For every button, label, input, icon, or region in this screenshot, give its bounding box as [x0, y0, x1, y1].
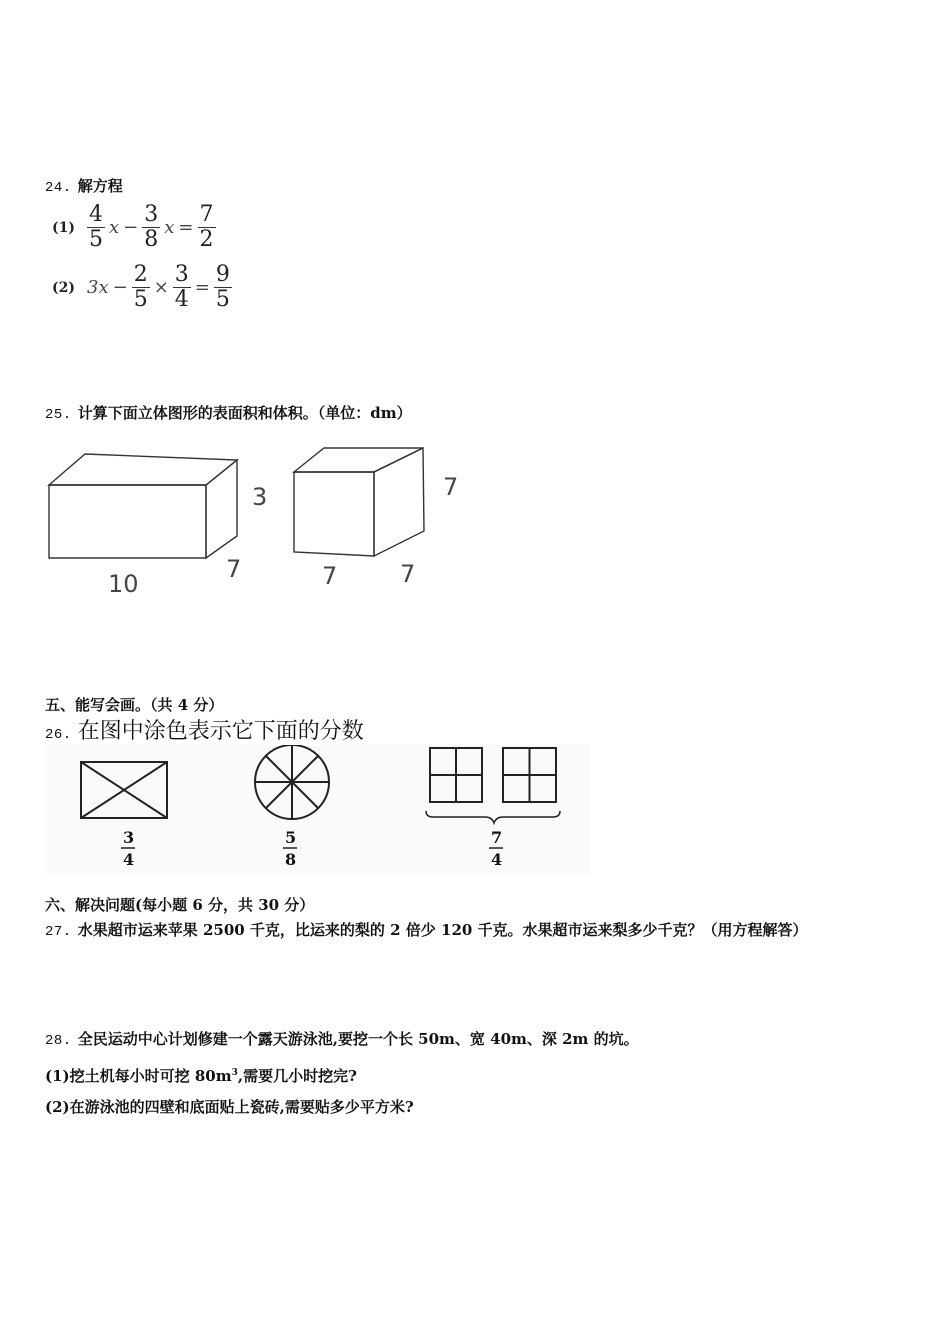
fraction-1-denominator: 4 [123, 850, 135, 869]
eq1-var-1: x [109, 217, 120, 238]
eq1-tag: (1) [52, 219, 75, 236]
eq2-frac-b: $\frac{3}{4}$ [174, 262, 189, 312]
cube-side-label: 7 [400, 560, 416, 588]
q24-title: 解方程 [77, 177, 123, 195]
eq1-equals: = [178, 217, 194, 238]
cuboid-length-label: 10 [108, 570, 139, 598]
q25-heading [45, 403, 412, 425]
q28-text: 全民运动中心计划修建一个露天游泳池,要挖一个长 50m、宽 40m、深 2m 的坑。 [77, 1030, 639, 1048]
eq1-minus: − [123, 217, 139, 238]
eq2-tag: (2) [52, 279, 75, 296]
eq2-equals: = [194, 277, 210, 298]
eq2-frac-c: $\frac{9}{5}$ [215, 262, 230, 312]
q24-equation-2 [52, 264, 232, 311]
eq1-frac-b: $\frac{3}{8}$ [144, 202, 159, 252]
q28-sub2: (2)在游泳池的四壁和底面贴上瓷砖,需要贴多少平方米? [45, 1098, 414, 1116]
eq2-minus: − [112, 277, 128, 298]
q26-number: 26. [45, 727, 72, 743]
q28-sub1-text-a: (1)挖土机每小时可挖 80m [45, 1067, 232, 1085]
circle-eighths-shape [255, 745, 329, 819]
cuboid-figure [49, 454, 237, 558]
q27-heading [45, 920, 808, 942]
cube-height-label: 7 [443, 473, 459, 501]
cube-front-label: 7 [322, 562, 338, 590]
cuboid-width-label: 7 [226, 555, 242, 583]
q26-text: 在图中涂色表示它下面的分数 [77, 719, 364, 744]
q24-equation-1 [52, 204, 216, 251]
q28-sub1-sup: 3 [231, 1068, 238, 1078]
fraction-2-denominator: 8 [285, 850, 297, 869]
q24-number: 24. [45, 180, 72, 196]
q28-sub1-text-b: ,需要几小时挖完? [237, 1067, 357, 1085]
cube-figure [294, 448, 424, 556]
section6-title: 六、解决问题(每小题 6 分，共 30 分） [45, 896, 315, 914]
cuboid-height-label: 3 [252, 483, 268, 511]
eq2-times: × [153, 277, 169, 298]
eq2-frac-a: $\frac{2}{5}$ [133, 262, 148, 312]
fraction-2-numerator: 5 [285, 828, 297, 847]
q27-text: 水果超市运来苹果 2500 千克，比运来的梨的 2 倍少 120 千克。水果超市运来梨多少千克？（用方程解答） [77, 921, 808, 939]
fraction-3-denominator: 4 [491, 850, 503, 869]
eq1-frac-c: $\frac{7}{2}$ [199, 202, 214, 252]
q28-sub1 [45, 1063, 357, 1086]
q27-number: 27. [45, 924, 72, 940]
eq1-var-2: x [164, 217, 175, 238]
q24-heading [45, 176, 123, 198]
q25-text: 计算下面立体图形的表面积和体积。（单位：dm） [77, 404, 412, 422]
fraction-1-numerator: 3 [123, 828, 135, 847]
q28-heading [45, 1029, 639, 1051]
eq2-lead: 3x [87, 277, 109, 298]
eq1-frac-a: $\frac{4}{5}$ [89, 202, 103, 252]
q28-number: 28. [45, 1033, 72, 1049]
fraction-3-numerator: 7 [491, 828, 503, 847]
q25-number: 25. [45, 407, 72, 423]
section5-title: 五、能写会画。（共 4 分） [45, 696, 224, 714]
